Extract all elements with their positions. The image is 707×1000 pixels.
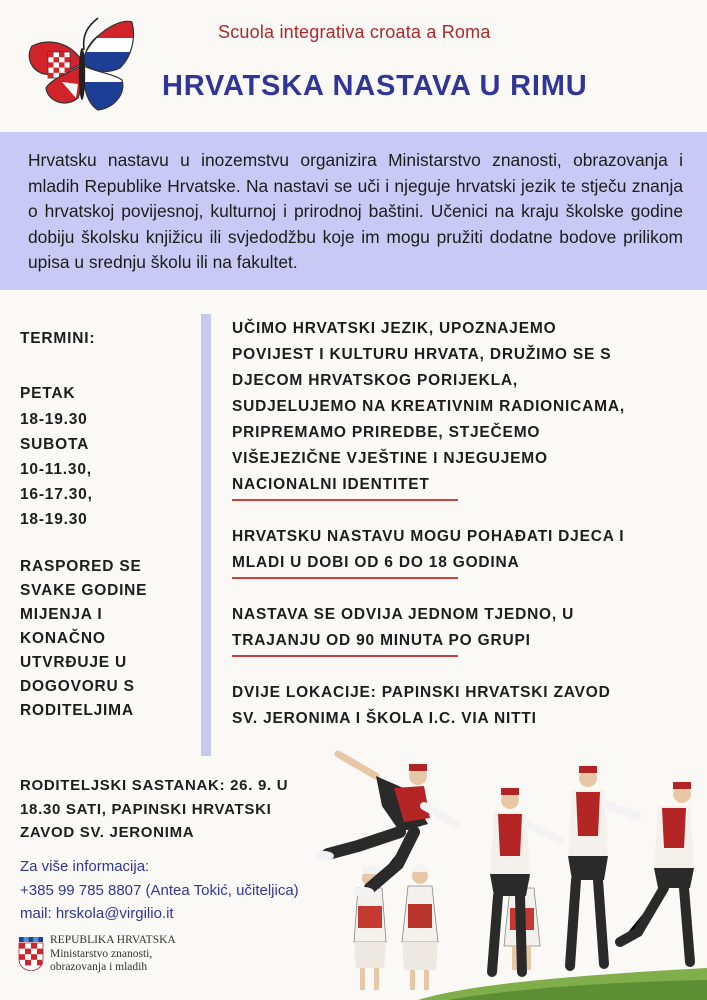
schedule-note <box>20 555 147 723</box>
vertical-divider <box>201 314 211 756</box>
header <box>0 0 707 130</box>
feature-line: UČIMO HRVATSKI JEZIK, UPOZNAJEMO <box>232 320 557 337</box>
leaping-dancer-figure <box>314 754 456 897</box>
contact-info <box>20 855 299 926</box>
schedule-note-line: SVAKE GODINE <box>20 582 148 599</box>
feature-line: NACIONALNI IDENTITET <box>232 476 430 493</box>
kicking-dancer-figure <box>620 782 694 962</box>
red-underline <box>232 499 458 501</box>
schedule-line: 18-19.30 <box>20 411 88 428</box>
page-title: HRVATSKA NASTAVA U RIMU <box>162 70 588 102</box>
feature-line: MLADI U DOBI OD 6 DO 18 GODINA <box>232 554 520 571</box>
feature-line: PRIPREMAMO PRIREDBE, STJEČEMO <box>232 424 541 441</box>
feature-line: DVIJE LOKACIJE: PAPINSKI HRVATSKI ZAVOD <box>232 684 611 701</box>
schedule-line: 18-19.30 <box>20 511 88 528</box>
red-underline <box>232 655 458 657</box>
feature-line: DJECOM HRVATSKOG PORIJEKLA, <box>232 372 518 389</box>
feature-block-schedule <box>232 602 692 654</box>
feature-block-age <box>232 524 692 576</box>
folk-dancers-illustration <box>298 736 707 1000</box>
ministry-text <box>50 934 176 975</box>
meeting-line: RODITELJSKI SASTANAK: 26. 9. U <box>20 777 289 794</box>
schedule-note-line: RODITELJIMA <box>20 702 134 719</box>
schedule-note-line: RASPORED SE <box>20 558 142 575</box>
schedule-heading: TERMINI: <box>20 330 96 347</box>
feature-block-locations <box>232 680 692 732</box>
feature-block-activities <box>232 316 692 498</box>
schedule-note-line: DOGOVORU S <box>20 678 135 695</box>
schedule-line: SUBOTA <box>20 436 90 453</box>
ministry-line: REPUBLIKA HRVATSKA <box>50 934 176 946</box>
feature-line: SV. JERONIMA I ŠKOLA I.C. VIA NITTI <box>232 710 537 727</box>
parents-meeting <box>20 774 320 845</box>
meeting-line: 18.30 SATI, PAPINSKI HRVATSKI <box>20 800 272 818</box>
feature-line: VIŠEJEZIČNE VJEŠTINE I NJEGUJEMO <box>232 450 548 467</box>
standing-dancer-figure <box>490 788 560 972</box>
schedule-note-line: MIJENJA I <box>20 606 103 623</box>
schedule-line: PETAK <box>20 385 76 402</box>
feature-line: NASTAVA SE ODVIJA JEDNOM TJEDNO, U <box>232 606 575 623</box>
croatian-coat-of-arms-icon <box>18 937 44 971</box>
meeting-line: ZAVOD SV. JERONIMA <box>20 824 195 841</box>
ministry-line: Ministarstvo znanosti, <box>50 947 153 960</box>
butterfly-logo-icon <box>22 12 138 116</box>
contact-email[interactable]: mail: hrskola@virgilio.it <box>20 905 174 922</box>
contact-heading: Za više informacija: <box>20 858 150 875</box>
feature-line: POVIJEST I KULTURU HRVATA, DRUŽIMO SE S <box>232 346 612 363</box>
woman-figure <box>402 864 438 990</box>
school-subtitle: Scuola integrativa croata a Roma <box>218 22 491 42</box>
ministry-line: obrazovanja i mladih <box>50 961 148 973</box>
feature-line: TRAJANJU OD 90 MINUTA PO GRUPI <box>232 632 531 649</box>
intro-text: Hrvatsku nastavu u inozemstvu organizira Ministarstvo znanosti, obrazovanja i mladih Republike Hrvatske. Na nastavi se uči i njeguje hrvatski jezik te stječu znanja o hrvatskoj povijesnoj, kulturnoj i prirodnoj baštini. Učenici na kraju školske godine dobiju školsku knjižicu ili svjedodžbu koje im mogu pružiti dodatne bodove prilikom upisa u srednju školu ili na fakultet. <box>28 150 683 272</box>
feature-line: HRVATSKU NASTAVU MOGU POHAĐATI DJECA I <box>232 528 625 545</box>
schedule-line: 16-17.30, <box>20 486 93 503</box>
schedule-note-line: KONAČNO <box>20 630 106 647</box>
feature-line: SUDJELUJEMO NA KREATIVNIM RADIONICAMA, <box>232 398 625 415</box>
contact-phone[interactable]: +385 99 785 8807 (Antea Tokić, učiteljica) <box>20 881 299 899</box>
intro-band <box>0 132 707 290</box>
schedule-line: 10-11.30, <box>20 461 92 478</box>
schedule-note-line: UTVRĐUJE U <box>20 654 128 671</box>
red-underline <box>232 577 458 579</box>
